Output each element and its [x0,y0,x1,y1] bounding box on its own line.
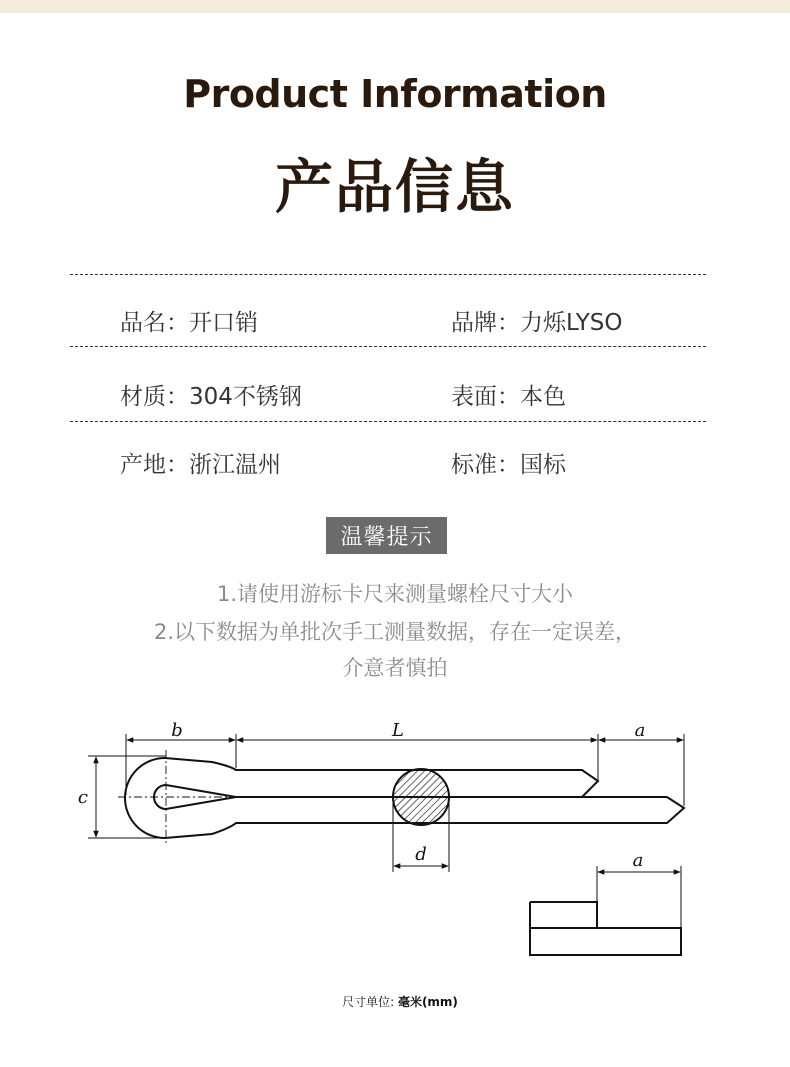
dim-label-b: b [171,720,183,741]
tip-line-1: 1.请使用游标卡尺来测量螺栓尺寸大小 [216,582,574,606]
detail-view [530,902,681,955]
divider [70,346,706,347]
spec-material: 材质：304不锈钢 [120,384,302,410]
cotter-pin-diagram [0,700,790,985]
page-title-en: Product Information [183,72,607,116]
spec-surface: 表面：本色 [451,384,566,410]
spec-standard: 标准：国标 [451,452,566,478]
dim-label-L: L [392,720,404,741]
spec-product-name: 品名：开口销 [120,310,258,336]
section-circle [393,769,449,825]
page-title-zh: 产品信息 [274,153,515,221]
dim-label-a: a [634,720,646,741]
dimension-lines [88,734,684,927]
spec-brand: 品牌：力烁LYSO [451,310,623,336]
dim-label-d: d [415,844,427,865]
unit-note-unit: 毫米(mm) [397,995,458,1009]
unit-note [0,993,790,1010]
spec-origin: 产地：浙江温州 [120,452,281,478]
divider [70,274,706,275]
dim-label-a-detail: a [632,850,644,871]
dim-label-c: c [77,787,88,808]
divider [70,421,706,422]
unit-note-prefix: 尺寸单位: [342,995,398,1009]
tips-badge: 温馨提示 [326,517,447,554]
tip-line-2: 2.以下数据为单批次手工测量数据，存在一定误差， [153,620,637,644]
top-band [0,0,790,13]
tip-line-3: 介意者慎拍 [342,656,448,680]
